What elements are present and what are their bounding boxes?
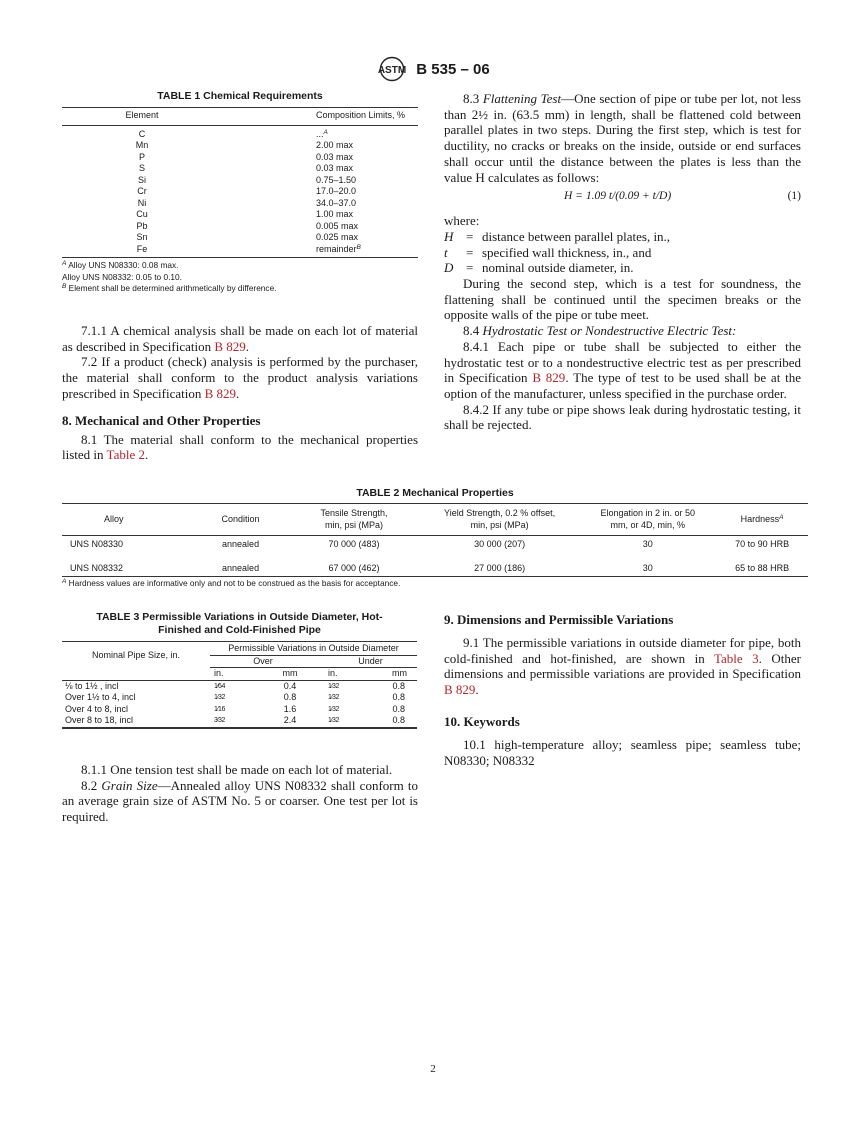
composition-value: 0.03 max [316, 163, 354, 173]
table-2-mechanical-properties [62, 487, 808, 590]
table-row [62, 692, 417, 704]
table-3-caption: TABLE 3 Permissible Variations in Outside Diameter, Hot- Finished and Cold-Finished Pipe [96, 611, 383, 636]
paragraph-8-3: 8.3 Flattening Test—One section of pipe or tube per lot, not less than 2½ in. (63.5 mm) in length, shall be flattened cold between parallel plates in two steps. During the first step, which is test for ductility, no cracks or breaks on the inside, outside or end surfaces shall occur until the distance between the plates is less than the value H calculates as follows: [444, 91, 801, 185]
yield-cell: 27 000 (186) [474, 562, 526, 573]
element-cell: Ni [137, 197, 147, 208]
unit-mm: mm [282, 668, 298, 678]
table-row [62, 152, 418, 164]
footnote-marker: A [779, 513, 784, 521]
element-cell: Sn [136, 232, 148, 242]
column-header [420, 504, 579, 536]
element-cell: Mn [135, 140, 149, 150]
column-header-over: Over [210, 655, 316, 668]
variable-definitions [444, 229, 801, 276]
condition-cell: annealed [222, 562, 260, 573]
size-cell: Over 4 to 8, incl [65, 703, 129, 714]
elongation-cell: 30 [642, 562, 653, 573]
definition-symbol: D [444, 260, 454, 276]
tensile-cell: 67 000 (462) [328, 562, 380, 573]
right-column-top [444, 91, 801, 433]
link-table-2[interactable]: Table 2 [106, 447, 145, 463]
column-header [579, 504, 716, 536]
link-b829[interactable]: B 829 [444, 682, 476, 698]
column-header-under: Under [316, 655, 417, 668]
composition-value: 0.025 max [316, 232, 359, 242]
section-9-heading: 9. Dimensions and Permissible Variations [444, 612, 674, 627]
composition-cell [222, 125, 418, 140]
under-mm-cell: 0.8 [392, 680, 405, 691]
unit-in: in. [214, 668, 224, 678]
column-header [716, 504, 808, 536]
hardness-cell: 70 to 90 HRB [735, 539, 790, 549]
table-row [62, 163, 418, 175]
under-mm-cell: 0.8 [392, 692, 405, 702]
composition-cell [222, 244, 418, 256]
composition-value: 34.0–37.0 [316, 197, 357, 208]
definition-equals: = [466, 228, 474, 244]
table-3-permissible-variations [62, 611, 417, 729]
link-b829[interactable]: B 829 [214, 338, 246, 354]
element-cell: Cu [136, 209, 148, 219]
composition-cell [222, 163, 418, 175]
size-cell: ⅛ to 1½ , incl [65, 680, 119, 691]
footnote-marker: B [356, 243, 361, 251]
section-10-heading: 10. Keywords [444, 713, 520, 729]
size-cell: Over 1½ to 4, incl [65, 692, 136, 702]
paragraph-8-2: 8.2 Grain Size—Annealed alloy UNS N08332 shall conform to an average grain size of ASTM No. 5 or coarser. One test per lot is required. [62, 777, 419, 825]
alloy-cell: UNS N08330 [70, 539, 124, 549]
definition-row [444, 260, 801, 276]
table-header-row [62, 504, 808, 536]
column-group-header: Permissible Variations in Outside Diameter [210, 642, 417, 656]
under-mm-cell: 0.8 [392, 715, 405, 725]
column-header-nominal-size: Nominal Pipe Size, in. [91, 649, 181, 660]
table-2-caption: TABLE 2 Mechanical Properties [356, 487, 514, 499]
footnote-text: Element shall be determined arithmetically by difference. [68, 283, 277, 293]
composition-cell [222, 209, 418, 221]
table-1-caption: TABLE 1 Chemical Requirements [157, 90, 323, 102]
definition-symbol: t [444, 244, 448, 260]
under-in-cell: 1⁄32 [328, 717, 339, 724]
link-b829[interactable]: B 829 [204, 385, 237, 401]
where-label: where: [444, 213, 480, 229]
over-in-cell: 3⁄32 [214, 717, 225, 724]
element-cell: Si [137, 174, 146, 185]
over-mm-cell: 2.4 [283, 715, 297, 725]
table-1-footnote [62, 260, 418, 272]
tensile-cell: 70 000 (483) [328, 539, 380, 549]
paragraph-8-1: 8.1 The material shall conform to the mechanical properties listed in Table 2. [62, 431, 418, 463]
left-column-top [62, 323, 418, 463]
table-row [62, 715, 417, 727]
under-in-cell: 1⁄32 [328, 682, 339, 690]
paragraph-10-1: 10.1 high-temperature alloy; seamless pipe; seamless tube; N08330; N08332 [444, 736, 802, 768]
definition-equals: = [466, 244, 474, 260]
column-header-line2: mm, or 4D, min, % [610, 519, 685, 530]
column-header-composition: Composition Limits, % [316, 110, 406, 120]
page-header [0, 56, 866, 82]
definition-text: specified wall thickness, in., and [482, 244, 652, 260]
column-header [62, 504, 193, 536]
element-cell: Cr [137, 186, 147, 196]
composition-cell [222, 232, 418, 244]
table-header-row [62, 108, 418, 126]
composition-cell [222, 175, 418, 187]
equation-1 [444, 188, 801, 210]
section-8-heading: 8. Mechanical and Other Properties [62, 412, 261, 428]
paragraph-7-2: 7.2 If a product (check) analysis is performed by the purchaser, the material shall conform to the product analysis variations prescribed in Specification B 829. [62, 354, 418, 401]
paragraph-8-4-1: 8.4.1 Each pipe or tube shall be subjected to either the hydrostatic test or to a nondestructive electric test as per prescribed in Specification B 829. The type of test to be used shall be at the option of the manufacturer, unless specified in the purchase order. [444, 338, 802, 401]
alloy-cell: UNS N08332 [70, 562, 124, 573]
composition-cell [222, 140, 418, 152]
composition-cell [222, 186, 418, 198]
composition-value: remainder [316, 243, 357, 254]
table-row [62, 186, 418, 198]
composition-value: 2.00 max [316, 140, 354, 150]
page-number: 2 [430, 1063, 436, 1075]
composition-value: 17.0–20.0 [316, 186, 357, 196]
column-header-line1: Yield Strength, 0.2 % offset, [444, 508, 556, 518]
link-b829[interactable]: B 829 [532, 370, 566, 386]
paragraph-second-step: During the second step, which is a test for soundness, the flattening shall be continued until the specimen breaks or the opposite walls of the pipe or tube meet. [444, 276, 801, 323]
paragraph-8-4: 8.4 Hydrostatic Test or Nondestructive Electric Test: [463, 323, 737, 339]
under-in-cell: 1⁄32 [328, 705, 339, 713]
over-mm-cell: 0.4 [283, 680, 297, 691]
element-cell: P [138, 151, 145, 162]
table-row [62, 704, 417, 716]
right-column-bottom [444, 612, 801, 768]
column-header-line1: Hardness [740, 513, 780, 524]
paragraph-9-1: 9.1 The permissible variations in outside diameter for pipe, both cold-finished and hot-finished, are shown in Table 3. Other dimensions and permissible variations are provided in Specification B 829. [444, 635, 802, 698]
astm-logo-icon [376, 56, 408, 82]
table-row [62, 680, 417, 692]
unit-mm: mm [392, 668, 407, 678]
element-cell: Pb [136, 220, 148, 231]
over-mm-cell: 1.6 [283, 703, 297, 714]
size-cell: Over 8 to 18, incl [65, 715, 134, 725]
footnote-marker: B [62, 283, 67, 290]
column-header-line2: min, psi (MPa) [324, 519, 383, 530]
hardness-cell: 65 to 88 HRB [735, 562, 790, 573]
table-row [62, 125, 418, 140]
table-row [62, 209, 418, 221]
unit-in: in. [328, 668, 338, 678]
definition-equals: = [466, 260, 474, 276]
composition-cell [222, 152, 418, 164]
table-row [62, 232, 418, 244]
table-row [62, 536, 808, 563]
definition-text: nominal outside diameter, in. [482, 260, 634, 276]
composition-value: 0.75–1.50 [316, 174, 357, 185]
table-2-footnote: $^A$ Hardness values are informative only and not to be construed as the basis for acceptance. [62, 578, 401, 588]
under-in-cell: 1⁄32 [328, 694, 339, 701]
standard-designation: B 535 – 06 [416, 60, 490, 78]
table-row [62, 198, 418, 210]
definition-row [444, 229, 801, 245]
equation-number: (1) [787, 190, 801, 203]
column-header-line1: Elongation in 2 in. or 50 [600, 508, 696, 518]
composition-value: ... [316, 128, 324, 139]
definition-text: distance between parallel plates, in., [482, 228, 671, 244]
equation-text: H = 1.09 t/(0.09 + t/D) [564, 190, 672, 203]
over-in-cell: 1⁄16 [214, 705, 225, 713]
composition-value: 1.00 max [316, 209, 354, 219]
column-header-line1: Condition [221, 513, 260, 524]
footnote-text: Alloy UNS N08332: 0.05 to 0.10. [62, 271, 182, 282]
column-header-line1: Alloy [104, 513, 124, 524]
composition-value: 0.03 max [316, 151, 354, 162]
over-in-cell: 1⁄64 [214, 682, 225, 690]
composition-cell [222, 221, 418, 233]
composition-cell [222, 198, 418, 210]
under-mm-cell: 0.8 [392, 703, 405, 714]
table-row [62, 221, 418, 233]
paragraph-8-4-2: 8.4.2 If any tube or pipe shows leak during hydrostatic testing, it shall be rejected. [444, 401, 801, 433]
elongation-cell: 30 [642, 539, 653, 549]
table-1-footnote [62, 272, 418, 284]
paragraph-8-1-1: 8.1.1 One tension test shall be made on each lot of material. [81, 762, 393, 777]
table-row [62, 175, 418, 187]
column-header-element: Element [125, 110, 159, 120]
column-header [288, 504, 420, 536]
column-header-line2: min, psi (MPa) [470, 519, 529, 530]
footnote-marker: A [323, 128, 328, 136]
composition-value: 0.005 max [316, 220, 359, 231]
link-table-3[interactable]: Table 3 [714, 650, 759, 666]
element-cell: C [138, 128, 146, 139]
footnote-text: Alloy UNS N08330: 0.08 max. [68, 260, 179, 270]
element-cell: S [138, 163, 145, 173]
definition-row [444, 245, 801, 261]
table-row [62, 244, 418, 256]
element-cell: Fe [136, 243, 148, 254]
paragraph-7-1-1: 7.1.1 A chemical analysis shall be made on each lot of material as described in Specification B 829. [62, 323, 418, 354]
left-column-bottom [62, 762, 418, 825]
table-row [62, 563, 808, 577]
over-in-cell: 1⁄32 [214, 694, 225, 701]
condition-cell: annealed [222, 539, 260, 549]
svg-text:ASTM: ASTM [378, 65, 407, 76]
column-header-line1: Tensile Strength, [320, 508, 388, 518]
yield-cell: 30 000 (207) [474, 539, 526, 549]
definition-symbol: H [444, 228, 454, 244]
footnote-marker: A [62, 260, 67, 267]
table-1-chemical-requirements [62, 90, 418, 295]
table-1-footnote [62, 283, 418, 295]
column-header [193, 504, 288, 536]
over-mm-cell: 0.8 [283, 692, 297, 702]
table-row [62, 140, 418, 152]
